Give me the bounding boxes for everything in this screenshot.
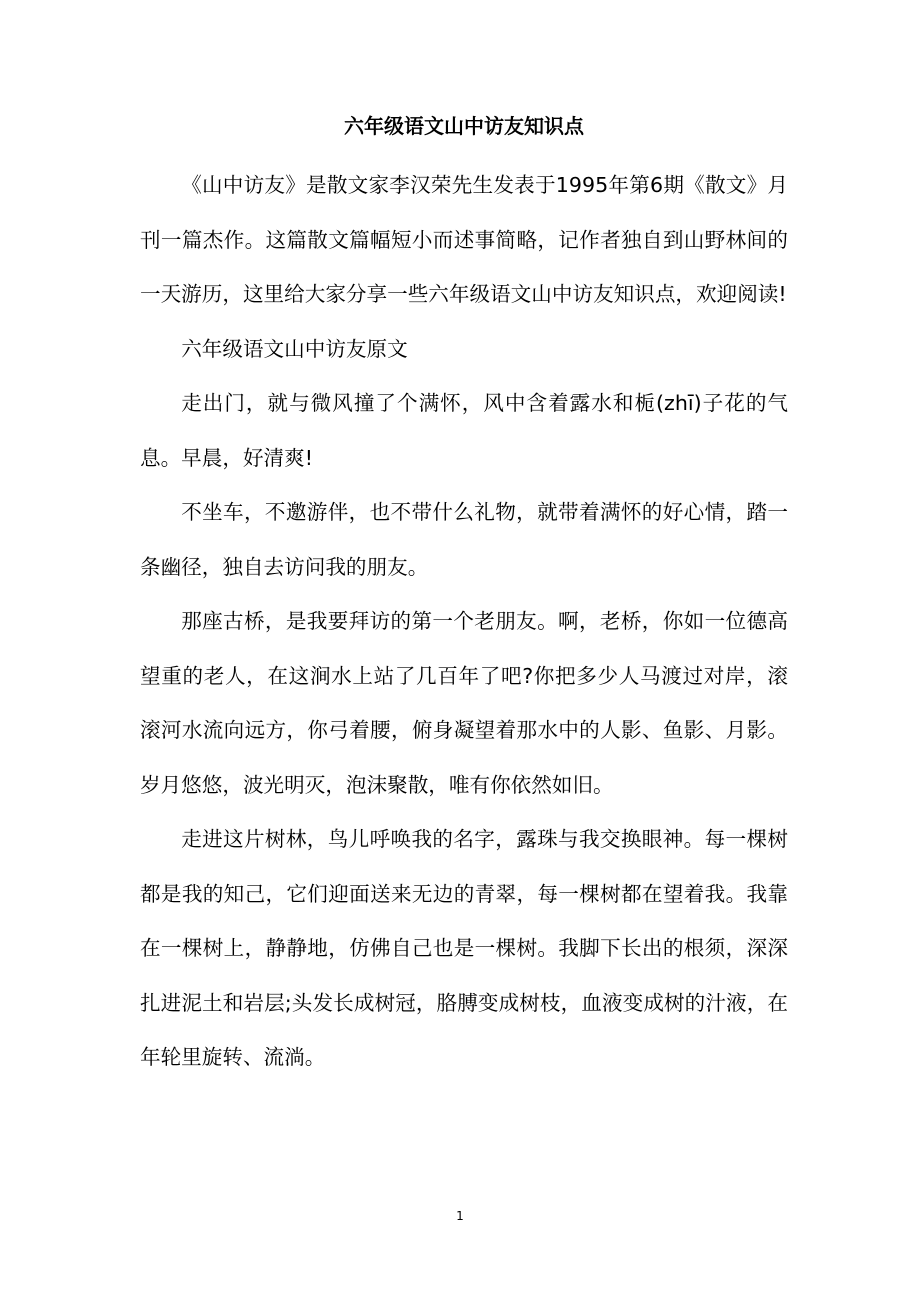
body-paragraph: 那座古桥，是我要拜访的第一个老朋友。啊，老桥，你如一位德高望重的老人，在这涧水上站了几百年了吧?你把多少人马渡过对岸，滚滚河水流向远方，你弓着腰，俯身凝望着那水中的人影、鱼影、月影。岁月悠悠，波光明灭，泡沫聚散，唯有你依然如旧。 bbox=[140, 609, 788, 797]
page-number: 1 bbox=[456, 1209, 464, 1223]
section-heading: 六年级语文山中访友原文 bbox=[181, 336, 408, 361]
document-body bbox=[140, 108, 788, 1085]
body-paragraph: 走出门，就与微风撞了个满怀，风中含着露水和栀(zhī)子花的气息。早晨，好清爽! bbox=[140, 391, 788, 470]
intro-paragraph: 《山中访友》是散文家李汉荣先生发表于1995年第6期《散文》月刊一篇杰作。这篇散文篇幅短小而述事简略，记作者独自到山野林间的一天游历，这里给大家分享一些六年级语文山中访友知识点，欢迎阅读! bbox=[140, 173, 788, 306]
body-paragraph: 不坐车，不邀游伴，也不带什么礼物，就带着满怀的好心情，踏一条幽径，独自去访问我的朋友。 bbox=[140, 500, 788, 579]
document-title: 六年级语文山中访友知识点 bbox=[344, 114, 584, 138]
body-paragraph: 走进这片树林，鸟儿呼唤我的名字，露珠与我交换眼神。每一棵树都是我的知己，它们迎面送来无边的青翠，每一棵树都在望着我。我靠在一棵树上，静静地，仿佛自己也是一棵树。我脚下长出的根须，深深扎进泥土和岩层;头发长成树冠，胳膊变成树枝，血液变成树的汁液，在年轮里旋转、流淌。 bbox=[140, 827, 788, 1069]
